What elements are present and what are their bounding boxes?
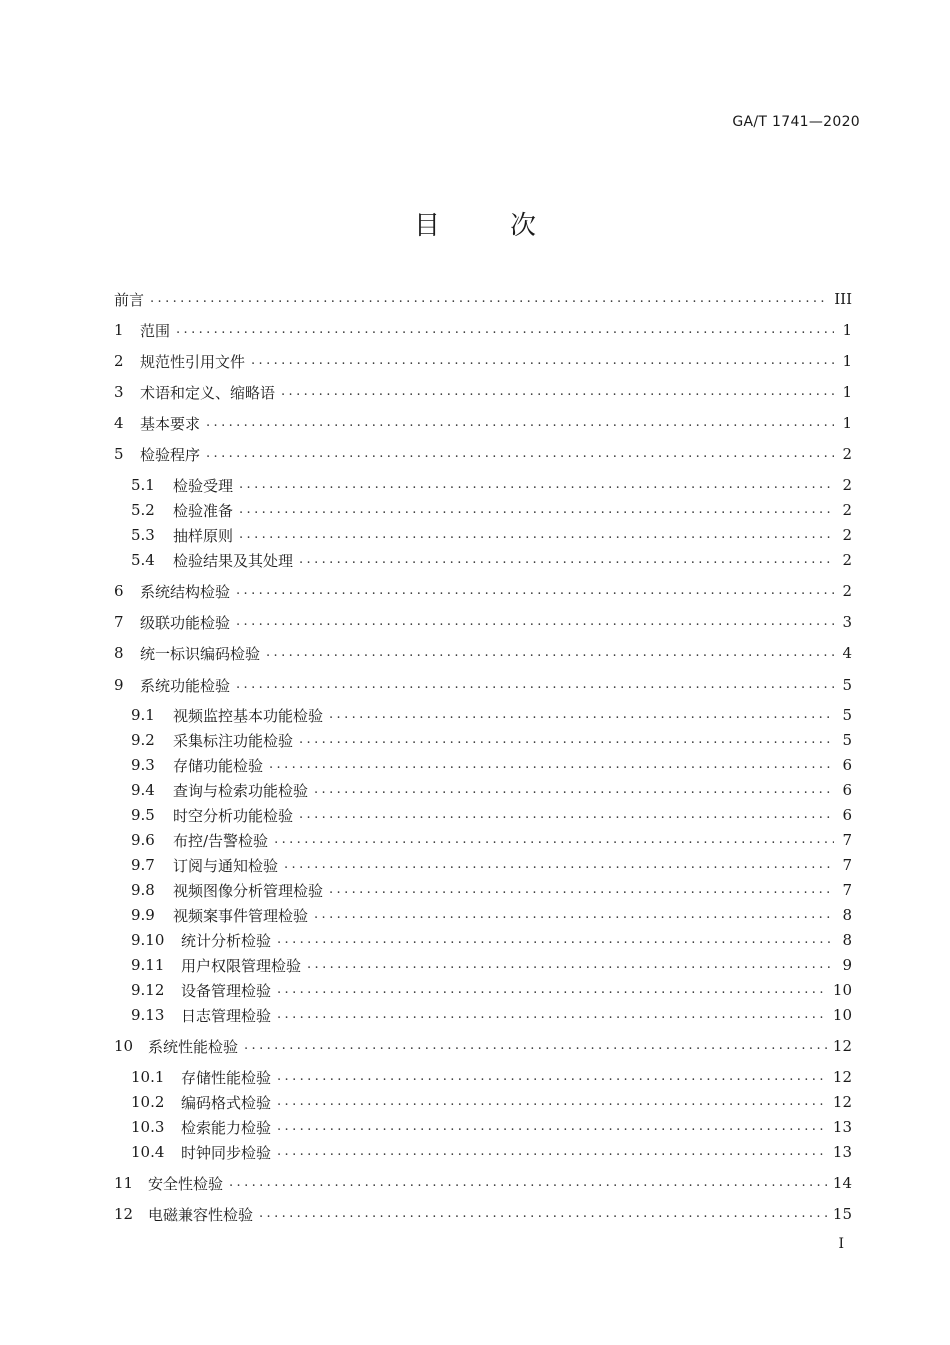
toc-dot-leader xyxy=(206,411,834,435)
toc-entry-page: 5 xyxy=(842,676,852,694)
toc-entry[interactable] xyxy=(131,1065,852,1089)
toc-entry-label: 检验结果及其处理 xyxy=(173,551,294,570)
toc-entry-page: 2 xyxy=(842,526,852,544)
toc-entry-label: 存储功能检验 xyxy=(173,756,264,775)
toc-entry-page: 3 xyxy=(842,613,852,631)
toc-entry-page: 6 xyxy=(842,781,852,799)
toc-entry-label: 规范性引用文件 xyxy=(140,352,246,371)
toc-entry-page: 8 xyxy=(842,906,852,924)
toc-entry-page: 6 xyxy=(842,806,852,824)
toc-entry[interactable] xyxy=(131,1090,852,1114)
toc-dot-leader xyxy=(277,1003,827,1027)
toc-entry-label: 设备管理检验 xyxy=(181,981,272,1000)
toc-entry-label: 时钟同步检验 xyxy=(181,1143,272,1162)
toc-entry[interactable] xyxy=(114,349,852,373)
toc-entry[interactable] xyxy=(131,878,852,902)
toc-entry-number: 9.12 xyxy=(131,981,165,999)
toc-dot-leader xyxy=(277,928,834,952)
toc-entry-page: 12 xyxy=(832,1068,852,1086)
toc-entry[interactable] xyxy=(131,728,852,752)
toc-dot-leader xyxy=(259,1202,827,1226)
toc-entry[interactable] xyxy=(114,318,852,342)
toc-entry[interactable] xyxy=(114,1171,852,1195)
toc-entry-page: 1 xyxy=(842,352,852,370)
toc-entry-label: 用户权限管理检验 xyxy=(181,956,302,975)
toc-entry-number: 3 xyxy=(114,383,124,401)
toc-entry-page: 13 xyxy=(832,1143,852,1161)
toc-dot-leader xyxy=(244,1034,827,1058)
toc-entry-label: 采集标注功能检验 xyxy=(173,731,294,750)
toc-dot-leader xyxy=(314,778,834,802)
toc-entry-number: 9.5 xyxy=(131,806,155,824)
toc-entry-label: 术语和定义、缩略语 xyxy=(140,383,276,402)
toc-entry-label: 基本要求 xyxy=(140,414,201,433)
toc-entry-label: 布控/告警检验 xyxy=(173,831,269,850)
toc-dot-leader xyxy=(314,903,834,927)
toc-entry[interactable] xyxy=(131,1140,852,1164)
standard-code: GA/T 1741—2020 xyxy=(732,114,860,130)
toc-entry[interactable] xyxy=(131,903,852,927)
toc-entry-number: 11 xyxy=(114,1174,134,1192)
toc-entry-number: 8 xyxy=(114,644,124,662)
page-title: 目 次 xyxy=(413,211,558,241)
toc-entry-page: 2 xyxy=(842,582,852,600)
toc-entry[interactable] xyxy=(114,380,852,404)
toc-entry-number: 9.6 xyxy=(131,831,155,849)
toc-entry-label: 统一标识编码检验 xyxy=(140,644,261,663)
toc-entry-page: 5 xyxy=(842,706,852,724)
toc-dot-leader xyxy=(277,978,827,1002)
toc-entry-number: 12 xyxy=(114,1205,134,1223)
toc-entry[interactable] xyxy=(114,1034,852,1058)
toc-dot-leader xyxy=(236,610,834,634)
toc-entry-number: 10.1 xyxy=(131,1068,165,1086)
toc-entry-label: 视频案事件管理检验 xyxy=(173,906,309,925)
toc-dot-leader xyxy=(266,641,834,665)
toc-dot-leader xyxy=(277,1140,827,1164)
toc-entry-label: 日志管理检验 xyxy=(181,1006,272,1025)
toc-entry[interactable] xyxy=(114,610,852,634)
toc-entry-page: 2 xyxy=(842,501,852,519)
toc-entry-page: III xyxy=(834,290,852,308)
toc-entry[interactable] xyxy=(131,853,852,877)
toc-entry-page: 13 xyxy=(832,1118,852,1136)
toc-entry-number: 9.4 xyxy=(131,781,155,799)
toc-entry-number: 10.4 xyxy=(131,1143,165,1161)
toc-entry-number: 9 xyxy=(114,676,124,694)
toc-entry-page: 2 xyxy=(842,445,852,463)
toc-dot-leader xyxy=(239,523,834,547)
toc-entry[interactable] xyxy=(131,473,852,497)
toc-entry-number: 9.1 xyxy=(131,706,155,724)
toc-entry-label: 电磁兼容性检验 xyxy=(148,1205,254,1224)
toc-entry-number: 7 xyxy=(114,613,124,631)
toc-entry-page: 1 xyxy=(842,383,852,401)
toc-entry-label: 系统结构检验 xyxy=(140,582,231,601)
toc-entry-number: 9.3 xyxy=(131,756,155,774)
footer-page-number: I xyxy=(838,1236,844,1252)
toc-dot-leader xyxy=(307,953,834,977)
toc-entry-page: 10 xyxy=(832,1006,852,1024)
toc-entry-page: 7 xyxy=(842,881,852,899)
toc-entry-page: 15 xyxy=(832,1205,852,1223)
toc-dot-leader xyxy=(239,498,834,522)
toc-entry-page: 6 xyxy=(842,756,852,774)
toc-entry[interactable] xyxy=(131,778,852,802)
toc-entry[interactable] xyxy=(131,753,852,777)
toc-dot-leader xyxy=(284,853,834,877)
toc-entry-label: 系统功能检验 xyxy=(140,676,231,695)
toc-entry-page: 12 xyxy=(832,1037,852,1055)
toc-entry-page: 2 xyxy=(842,476,852,494)
toc-entry-label: 前言 xyxy=(114,290,145,309)
toc-entry-number: 9.2 xyxy=(131,731,155,749)
toc-entry-number: 4 xyxy=(114,414,124,432)
toc-entry-number: 9.9 xyxy=(131,906,155,924)
toc-entry[interactable] xyxy=(114,579,852,603)
toc-entry-number: 9.11 xyxy=(131,956,165,974)
toc-entry-number: 9.13 xyxy=(131,1006,165,1024)
toc-dot-leader xyxy=(299,548,834,572)
toc-entry-label: 编码格式检验 xyxy=(181,1093,272,1112)
toc-entry-label: 安全性检验 xyxy=(148,1174,224,1193)
toc-entry[interactable] xyxy=(114,673,852,697)
toc-entry-page: 2 xyxy=(842,551,852,569)
toc-entry-label: 系统性能检验 xyxy=(148,1037,239,1056)
toc-entry[interactable] xyxy=(131,803,852,827)
toc-entry[interactable] xyxy=(131,828,852,852)
toc-entry-number: 6 xyxy=(114,582,124,600)
toc-dot-leader xyxy=(229,1171,827,1195)
toc-entry-number: 10.2 xyxy=(131,1093,165,1111)
toc-dot-leader xyxy=(239,473,834,497)
toc-dot-leader xyxy=(150,287,828,311)
toc-entry[interactable] xyxy=(131,548,852,572)
toc-dot-leader xyxy=(176,318,834,342)
toc-dot-leader xyxy=(299,803,834,827)
toc-entry-label: 查询与检索功能检验 xyxy=(173,781,309,800)
toc-entry-number: 2 xyxy=(114,352,124,370)
toc-entry-number: 9.7 xyxy=(131,856,155,874)
toc-entry-number: 10.3 xyxy=(131,1118,165,1136)
toc-entry-label: 存储性能检验 xyxy=(181,1068,272,1087)
toc-entry-number: 5.3 xyxy=(131,526,155,544)
toc-entry-number: 9.10 xyxy=(131,931,165,949)
toc-entry-label: 检验程序 xyxy=(140,445,201,464)
toc-dot-leader xyxy=(251,349,834,373)
toc-entry[interactable] xyxy=(131,928,852,952)
toc-dot-leader xyxy=(329,878,834,902)
toc-entry[interactable] xyxy=(131,703,852,727)
toc-entry-page: 8 xyxy=(842,931,852,949)
toc-entry[interactable] xyxy=(131,1003,852,1027)
toc-entry-label: 抽样原则 xyxy=(173,526,234,545)
toc-entry[interactable] xyxy=(114,287,852,311)
toc-entry-page: 7 xyxy=(842,831,852,849)
toc-dot-leader xyxy=(269,753,834,777)
toc-entry[interactable] xyxy=(114,411,852,435)
toc-dot-leader xyxy=(299,728,834,752)
toc-entry[interactable] xyxy=(131,953,852,977)
toc-entry-number: 5.2 xyxy=(131,501,155,519)
toc-entry-label: 检索能力检验 xyxy=(181,1118,272,1137)
toc-entry-page: 9 xyxy=(842,956,852,974)
toc-dot-leader xyxy=(236,673,834,697)
toc-entry-label: 订阅与通知检验 xyxy=(173,856,279,875)
toc-entry-number: 1 xyxy=(114,321,124,339)
toc-entry-label: 检验准备 xyxy=(173,501,234,520)
toc-entry[interactable] xyxy=(131,523,852,547)
toc-entry-number: 5 xyxy=(114,445,124,463)
toc-entry-page: 10 xyxy=(832,981,852,999)
toc-entry-number: 9.8 xyxy=(131,881,155,899)
toc-entry-label: 视频图像分析管理检验 xyxy=(173,881,324,900)
toc-entry-label: 时空分析功能检验 xyxy=(173,806,294,825)
toc-entry[interactable] xyxy=(131,498,852,522)
toc-entry[interactable] xyxy=(114,641,852,665)
toc-dot-leader xyxy=(277,1065,827,1089)
toc-entry-number: 5.4 xyxy=(131,551,155,569)
toc-dot-leader xyxy=(277,1115,827,1139)
toc-entry-page: 1 xyxy=(842,321,852,339)
toc-entry-page: 12 xyxy=(832,1093,852,1111)
toc-entry-label: 级联功能检验 xyxy=(140,613,231,632)
toc-entry[interactable] xyxy=(114,442,852,466)
toc-entry[interactable] xyxy=(131,978,852,1002)
toc-entry-label: 视频监控基本功能检验 xyxy=(173,706,324,725)
toc-entry-number: 10 xyxy=(114,1037,134,1055)
toc-dot-leader xyxy=(274,828,834,852)
toc-dot-leader xyxy=(236,579,834,603)
toc-dot-leader xyxy=(277,1090,827,1114)
toc-entry-page: 14 xyxy=(832,1174,852,1192)
toc-dot-leader xyxy=(206,442,834,466)
toc-entry-label: 统计分析检验 xyxy=(181,931,272,950)
toc-entry-page: 5 xyxy=(842,731,852,749)
toc-dot-leader xyxy=(329,703,834,727)
toc-entry-label: 检验受理 xyxy=(173,476,234,495)
toc-entry-label: 范围 xyxy=(140,321,171,340)
toc-entry[interactable] xyxy=(131,1115,852,1139)
toc-entry[interactable] xyxy=(114,1202,852,1226)
toc-entry-number: 5.1 xyxy=(131,476,155,494)
toc-dot-leader xyxy=(281,380,834,404)
toc-entry-page: 1 xyxy=(842,414,852,432)
toc-entry-page: 4 xyxy=(842,644,852,662)
toc-entry-page: 7 xyxy=(842,856,852,874)
